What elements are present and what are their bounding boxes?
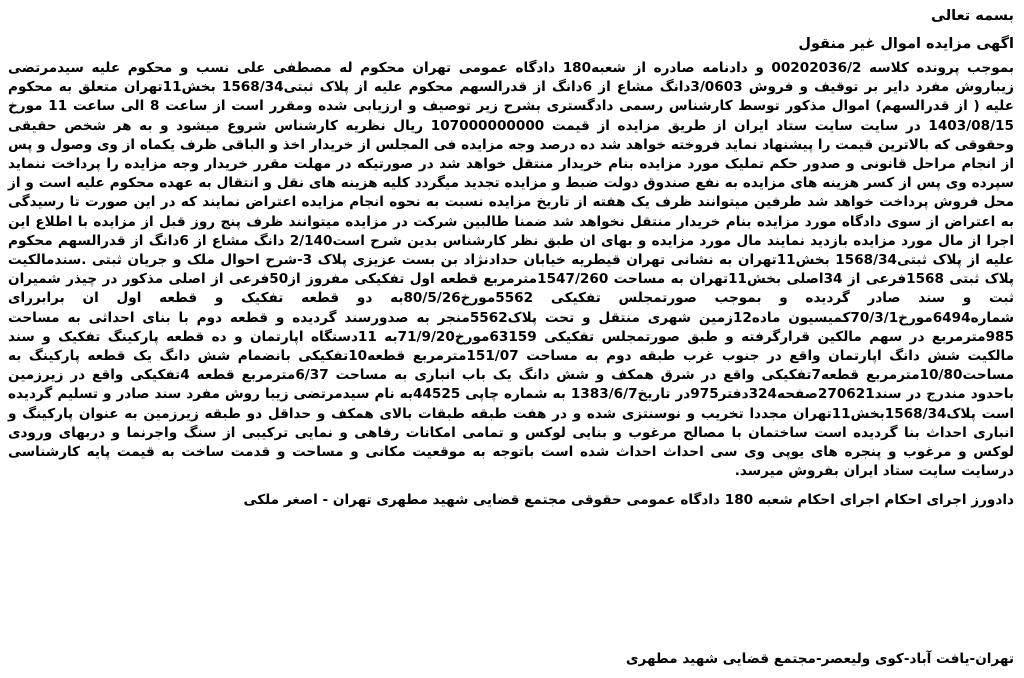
heading-text: بسمه تعالی <box>931 8 1014 24</box>
address-line: تهران-یافت آباد-کوی ولیعصر-مجتمع قضایی شهید مطهری <box>626 651 1014 667</box>
signature-line: دادورز اجرای احکام اجرای احکام شعبه 180 دادگاه عمومی حقوقی مجتمع قضایی شهید مطهری تهران - اصغر ملکی <box>243 492 1014 509</box>
notice-body <box>8 59 1014 481</box>
body-paragraph: بموجب پرونده کلاسه 00202036/2 و دادنامه صادره از شعبه180 دادگاه عمومی تهران محکوم له مصطفی علی نسب و محکوم علیه سیدمرتضی زیباروش مفرد دایر بر توقیف و فروش 3/0603دانگ مشاع از 6دانگ از قدرالسهم محکوم علیه از پلاک ثبتی1568/34 بخش11تهران متعلق به محکوم علیه ( از قدرالسهم) اموال مذکور توسط کارشناس رسمی دادگستری بشرح زیر توصیف و ارزیابی شده ومقرر است از ساعت 8 الی ساعت 11 مورخ 1403/08/15 در سایت سایت ستاد ایران از طریق مزایده از قیمت 107000000000 ریال نظریه کارشناس شروع میشود و به هر شخص حقیقی وحقوقی که بالاترین قیمت را پیشنهاد نماید فروخته خواهد شد ده درصد وجه مزایده فی المجلس از خریدار اخذ و الباقی ظرف یکماه از وی وصول و پس از انجام مراحل قانونی و صدور حکم تملیک مورد مزایده بنام خریدار منتقل خواهد شد در صورتیکه در مهلت مقرر خریدار وجه مزایده را پرداخت ننماید سپرده وی پس از کسر هزینه های مزایده به نفع صندوق دولت ضبط و مزایده تجدید میگردد کلیه هزینه های نقل و انتقال به عهده محکوم علیه است و از محل فروش پرداخت خواهد شد طرفین میتوانند ظرف یک هفته از تاریخ مزایده نسبت به نحوه انجام مزایده اعتراض نمایند که در این صورت تا رسیدگی به اعتراض از سوی دادگاه مورد مزایده بنام خریدار منتقل نخواهد شد ضمنا طالبین شرکت در مزایده میتوانند ظرف پنج روز قبل از مزایده با اطلاع این اجرا از مال مورد مزایده بازدید نمایند مال مورد مزایده و بهای ان طبق نظر کارشناس بدین شرح است2/140 دانگ مشاع از 6دانگ از قدرالسهم محکوم علیه از پلاک ثبتی1568/34 بخش11تهران به نشانی تهران قیطریه خیابان حدادنژاد بن بست عزیزی پلاک 3-شرح احوال ملک و جریان ثبتی .سندمالکیت پلاک ثبتی 1568فرعی از 34اصلی بخش11تهران به مساحت 1547/260مترمربع قطعه اول تفکیکی مفروز از50فرعی از اصلی مذکور در چیذر شمیران ثبت و سند صادر گردیده و بموجب صورتمجلس تفکیکی 5562مورخ80/5/26به دو قطعه تفکیک و قطعه اول ان برابررای شماره6494مورخ70/3/1کمیسیون ماده12زمین شهری منتقل و تحت پلاک5562منجر به صدورسند گردیده و قطعه دوم با بنای احداثی به مساحت 985مترمربع در سهم مالکین قرارگرفته و طبق صورتمجلس تفکیکی 63159مورخ71/9/20به 11دستگاه اپارتمان و ده قطعه پارکینگ تفکیک و سند مالکیت شش دانگ اپارتمان واقع در جنوب غرب طبقه دوم به مساحت 151/07مترمربع قطعه10تفکیکی بانضمام شش دانگ یک قطعه پارکینگ به مساحت10/80مترمربع قطعه7تفکیکی واقع در شرق همکف و شش دانگ یک باب انباری به مساحت 6/37مترمربع قطعه 4تفکیکی واقع در زیرزمین باحدود مندرج در سند270621صفحه324دفتر975در تاریخ1383/6/7 به شماره چاپی 44525به نام سیدمرتضی زیبا روش مفرد سند صادر و تسلیم گردیده است پلاک1568/34بخش11تهران مجددا تخریب و نوسنتزی شده و در هفت طبقه طبقات بالای همکف و حداقل دو طبقه زیرزمین به عنوان پارکینگ و انباری احداث بنا گردیده است ساختمان با مصالح مرغوب و بنایی لوکس و تمامی امکانات رفاهی و نمایی ترکیبی از سنگ واجرنما و دربهای ورودی لوکس و مرغوب و پنجره های یوپی وی سی احداث احداث شده است باتوجه به موقعیت مکانی و مساحت و قدمت ساخت به قیمت پایه کارشناسی درسایت سایت ستاد ایران بفروش میرسد. <box>8 60 1015 480</box>
notice-title: اگهی مزایده اموال غیر منقول <box>798 36 1014 52</box>
